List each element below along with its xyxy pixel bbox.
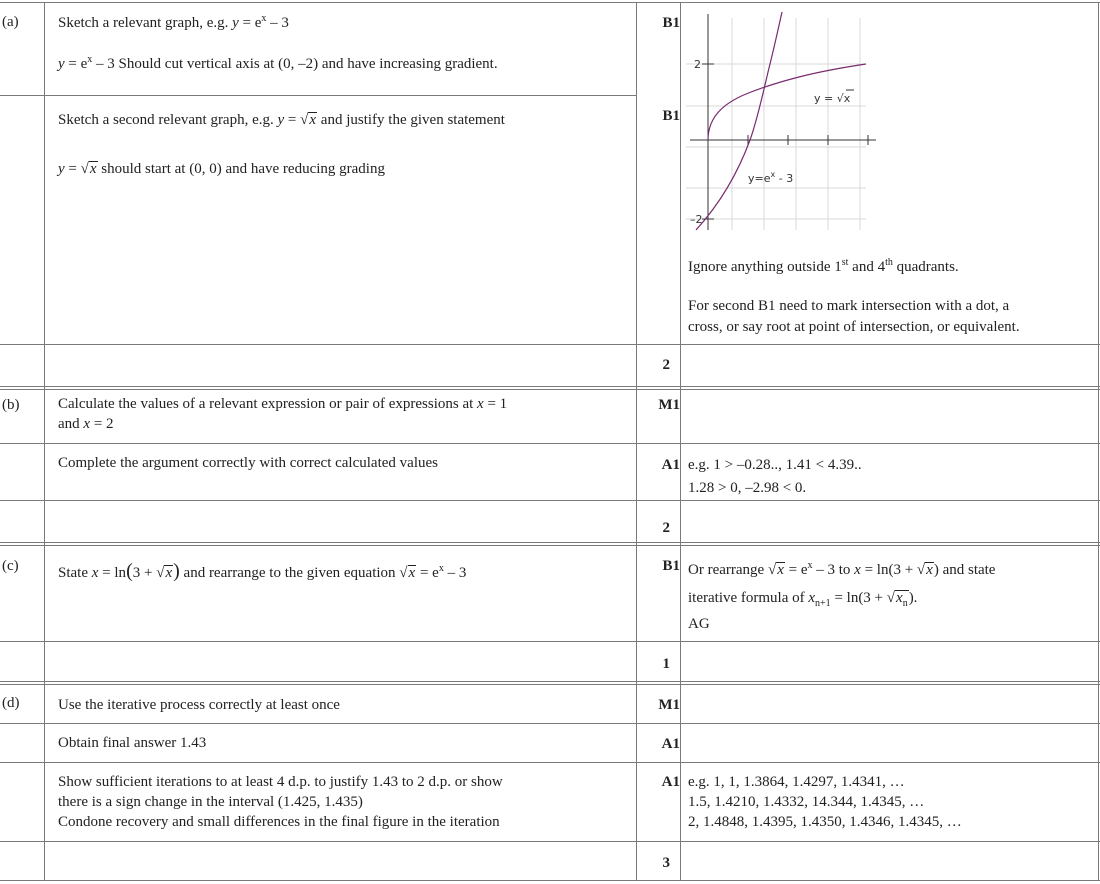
row-rule: [0, 681, 1100, 682]
mark-a-b1-first: B1: [662, 15, 680, 31]
part-label-d: (d): [2, 695, 20, 711]
exponential-curve: [696, 12, 782, 230]
row-rule: [0, 389, 1100, 390]
mark-d-m1: M1: [658, 697, 680, 713]
part-b-row1-line2: and x = 2: [58, 416, 114, 432]
part-c-guidance-2: iterative formula of $x_{n+1} = \ln(3 + √x_n)$.: [688, 590, 918, 609]
graph-label-sqrt: y = √x: [814, 92, 851, 105]
row-rule: [0, 841, 1100, 842]
row-rule: [0, 762, 1100, 763]
part-d-total: 3: [662, 855, 670, 871]
part-b-guidance-1: e.g. 1 > –0.28.., 1.41 < 4.39..: [688, 457, 862, 473]
row-rule: [0, 723, 1100, 724]
row-rule: [0, 443, 1100, 444]
part-d-guidance-1: e.g. 1, 1, 1.3864, 1.4297, 1.4341, …: [688, 774, 905, 790]
part-a-row1-line2: $y = e^x - 3$ Should cut vertical axis at (0, –2) and have increasing gradient.: [58, 54, 498, 72]
graph-gridlines: [686, 18, 866, 230]
column-rule: [1098, 2, 1099, 880]
row-rule: [0, 95, 636, 96]
graph-label-exponential: $y=e^x - 3$: [748, 170, 794, 185]
part-c-guidance-1: Or rearrange $√x = e^x - 3$ to x = ln(3 + √x) and state: [688, 560, 996, 578]
part-b-row1-line1: Calculate the values of a relevant expression or pair of expressions at x = 1: [58, 396, 508, 412]
part-a-total: 2: [662, 357, 670, 373]
mark-b-a1: A1: [661, 457, 680, 473]
mark-d-a1-second: A1: [661, 774, 680, 790]
mark-d-a1-first: A1: [661, 736, 680, 752]
mark-c-b1: B1: [662, 558, 680, 574]
mark-a-b1-second: B1: [662, 108, 680, 124]
part-c-total: 1: [662, 656, 670, 672]
part-label-a: (a): [2, 14, 19, 30]
part-a-row1-line1: Sketch a relevant graph, e.g. $y = e^x - 3$: [58, 13, 289, 31]
part-b-total: 2: [662, 520, 670, 536]
row-rule: [0, 542, 1100, 543]
part-d-guidance-2: 1.5, 1.4210, 1.4332, 14.344, 1.4345, …: [688, 794, 925, 810]
part-d-row3-line3: Condone recovery and small differences in the final figure in the iteration: [58, 814, 500, 830]
graph-tick-label-bottom: –2: [690, 213, 703, 226]
part-d-row3-line2: there is a sign change in the interval (1.425, 1.435): [58, 794, 363, 810]
graph-ticks: [702, 64, 868, 219]
part-label-b: (b): [2, 397, 20, 413]
part-d-guidance-3: 2, 1.4848, 1.4395, 1.4350, 1.4346, 1.4345, …: [688, 814, 962, 830]
row-rule: [0, 2, 1100, 3]
part-c-guidance-3: AG: [688, 616, 710, 632]
part-a-guidance-intersection-1: For second B1 need to mark intersection with a dot, a: [688, 298, 1010, 314]
row-rule: [0, 880, 1100, 881]
part-d-row3-line1: Show sufficient iterations to at least 4 d.p. to justify 1.43 to 2 d.p. or show: [58, 774, 503, 790]
sketch-graph: [686, 8, 886, 238]
part-b-guidance-2: 1.28 > 0, –2.98 < 0.: [688, 480, 807, 496]
column-rule: [44, 2, 45, 880]
part-a-row2-line2: y = √x should start at (0, 0) and have reducing grading: [58, 161, 385, 177]
row-rule: [0, 500, 1100, 501]
part-a-guidance-intersection-2: cross, or say root at point of intersection, or equivalent.: [688, 319, 1020, 335]
part-a-row2-line1: Sketch a second relevant graph, e.g. y = √x and justify the given statement: [58, 112, 505, 128]
row-rule: [0, 386, 1100, 387]
part-d-row1-text: Use the iterative process correctly at least once: [58, 697, 340, 713]
row-rule: [0, 641, 1100, 642]
part-c-text: State x = ln(3 + √x) and rearrange to the given equation $√x = e^x - 3$: [58, 560, 467, 582]
column-rule: [680, 2, 681, 880]
mark-b-m1: M1: [658, 397, 680, 413]
part-d-row2-text: Obtain final answer 1.43: [58, 735, 207, 751]
graph-tick-label-top: 2: [694, 58, 701, 71]
part-b-row2-text: Complete the argument correctly with correct calculated values: [58, 455, 438, 471]
row-rule: [0, 545, 1100, 546]
row-rule: [0, 344, 1100, 345]
part-a-guidance-quadrants: Ignore anything outside 1st and 4th quadrants.: [688, 257, 959, 275]
row-rule: [0, 684, 1100, 685]
part-label-c: (c): [2, 558, 19, 574]
